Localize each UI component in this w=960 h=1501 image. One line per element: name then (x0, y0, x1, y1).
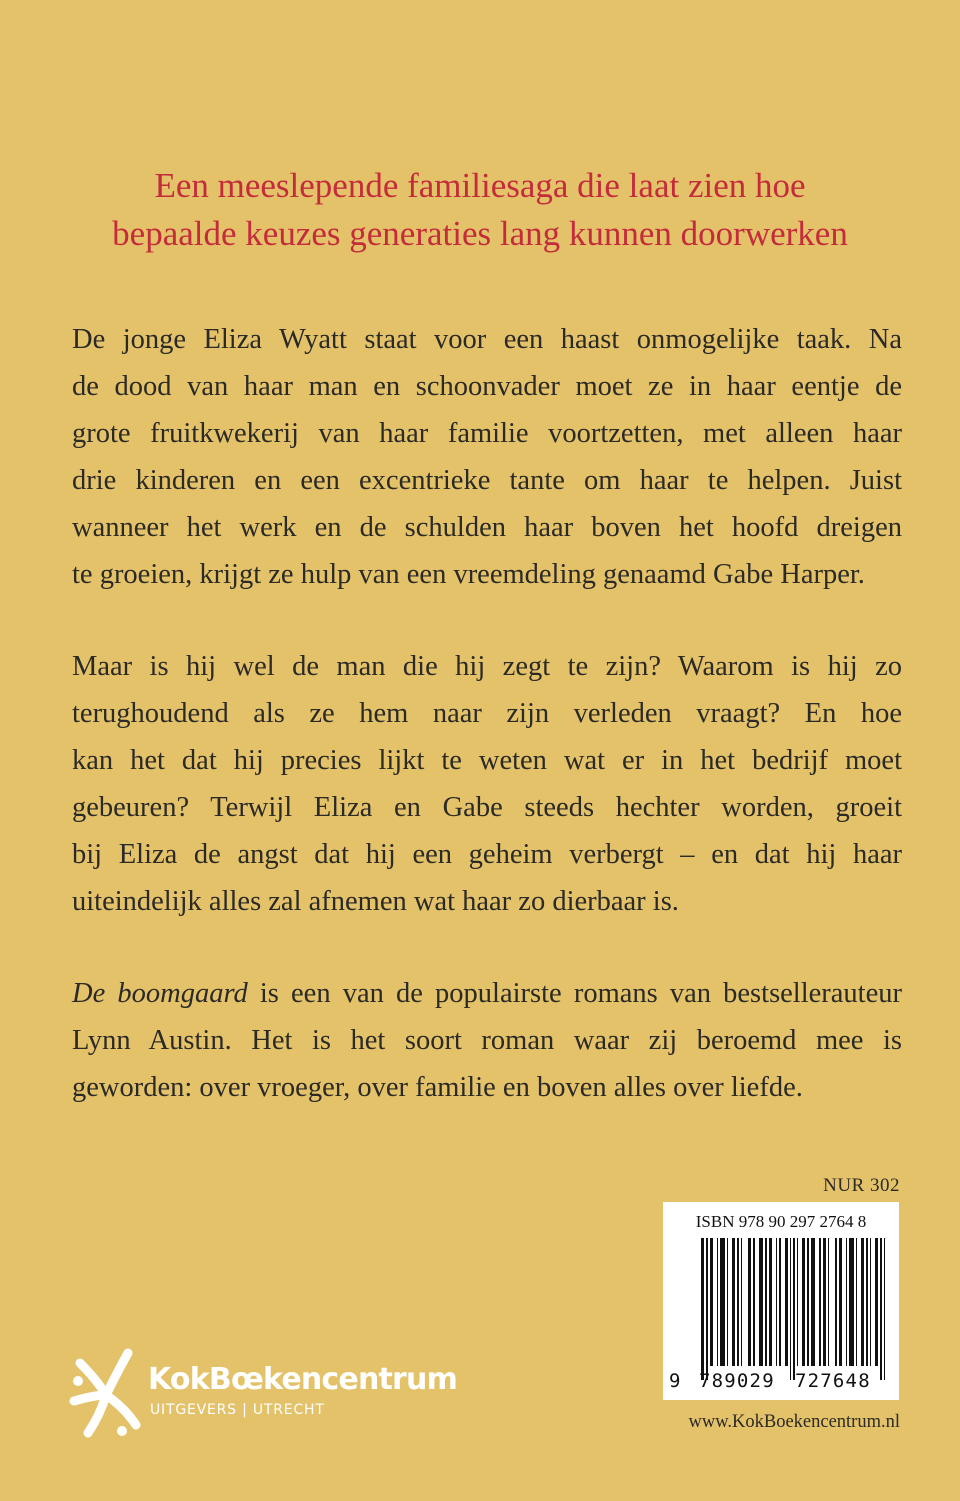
barcode-bar (802, 1238, 805, 1366)
barcode-bar (819, 1238, 821, 1366)
book-title-italic: De boomgaard (72, 978, 248, 1009)
barcode-bar (835, 1238, 837, 1366)
blurb-line: bij Eliza de angst dat hij een geheim verbergt – en dat hij haar (72, 839, 902, 870)
tagline-line-2: bepaalde keuzes generaties lang kunnen doorwerken (112, 214, 848, 253)
barcode-bar (828, 1238, 830, 1366)
blurb-line (72, 970, 902, 1017)
barcode-bar (759, 1238, 764, 1366)
barcode-bar (706, 1238, 708, 1380)
blurb-line: geworden: over vroeger, over familie en boven alles over liefde. (72, 1072, 803, 1103)
tagline-line-1: Een meeslepende familiesaga die laat zien hoe (154, 166, 806, 205)
barcode-bar (732, 1238, 735, 1366)
barcode-bar (807, 1238, 809, 1366)
barcode-bar (846, 1238, 848, 1366)
publisher-subtitle: UITGEVERS | UTRECHT (150, 1402, 325, 1418)
barcode-bar (875, 1238, 878, 1366)
barcode-bar (823, 1238, 826, 1366)
blurb-line: kan het dat hij precies lijkt te weten wat er in het bedrijf moet (72, 745, 902, 776)
barcode-bar (849, 1238, 854, 1366)
blurb-line: Maar is hij wel de man die hij zegt te zijn? Waarom is hij zo (72, 651, 902, 682)
barcode-bar (790, 1238, 792, 1380)
barcode-bar (870, 1238, 872, 1366)
barcode-bar (727, 1238, 729, 1366)
barcode-bar (785, 1238, 788, 1366)
barcode-bar (720, 1238, 725, 1366)
tagline (40, 162, 920, 258)
barcode-first-digit: 9 (669, 1370, 682, 1392)
barcode-bar (717, 1238, 719, 1366)
barcode-bar (797, 1238, 799, 1366)
barcode-group-2: 727648 (795, 1370, 871, 1392)
barcode-bar (839, 1238, 842, 1366)
blurb-line: te groeien, krijgt ze hulp van een vreemdeling genaamd Gabe Harper. (72, 559, 865, 590)
blurb-line: gebeuren? Terwijl Eliza en Gabe steeds hechter worden, groeit (72, 792, 902, 823)
blurb-line: terughoudend als ze hem naar zijn verleden vraagt? En hoe (72, 698, 902, 729)
nur-code: NUR 302 (823, 1175, 900, 1196)
barcode-bar (701, 1238, 704, 1380)
blurb-line: grote fruitkwekerij van haar familie voortzetten, met alleen haar (72, 418, 902, 449)
publisher-name: KokBœkencentrum (148, 1362, 458, 1397)
publisher-website: www.KokBoekencentrum.nl (688, 1412, 900, 1432)
blurb-paragraph-3 (72, 970, 902, 1111)
barcode-bar (880, 1238, 882, 1380)
blurb-line: uiteindelijk alles zal afnemen wat haar zo dierbaar is. (72, 886, 679, 917)
barcode-bar (741, 1238, 743, 1366)
barcode-bar (793, 1238, 795, 1380)
blurb-line: drie kinderen en een excentrieke tante om haar te helpen. Juist (72, 465, 902, 496)
barcode-bar (866, 1238, 868, 1366)
blurb-line: De jonge Eliza Wyatt staat voor een haast onmogelijke taak. Na (72, 324, 902, 355)
barcode-bar (776, 1238, 778, 1366)
blurb-line: Lynn Austin. Het is het soort roman waar zij beroemd mee is (72, 1025, 902, 1056)
barcode-bar (765, 1238, 767, 1366)
barcode-group-1: 789029 (699, 1370, 775, 1392)
blurb-line: de dood van haar man en schoonvader moet ze in haar eentje de (72, 371, 902, 402)
blurb-line: wanneer het werk en de schulden haar boven het hoofd dreigen (72, 512, 902, 543)
blurb-line-rest: is een van de populairste romans van bestsellerauteur (247, 978, 902, 1009)
isbn-label: ISBN 978 90 297 2764 8 (695, 1212, 867, 1231)
blurb-paragraph-1 (72, 316, 902, 598)
barcode-box (663, 1202, 899, 1400)
barcode-bars (701, 1238, 887, 1380)
barcode-bar (811, 1238, 816, 1366)
barcode-bar (748, 1238, 751, 1366)
barcode-bar (856, 1238, 858, 1366)
publisher-logo-icon (66, 1345, 144, 1439)
barcode-bar (737, 1238, 739, 1366)
barcode-bar (769, 1238, 772, 1366)
barcode-bar (861, 1238, 864, 1366)
barcode-bar (884, 1238, 886, 1380)
barcode-bar (710, 1238, 713, 1366)
barcode-bar (753, 1238, 755, 1366)
blurb-paragraph-2 (72, 643, 902, 925)
barcode-bar (779, 1238, 781, 1366)
